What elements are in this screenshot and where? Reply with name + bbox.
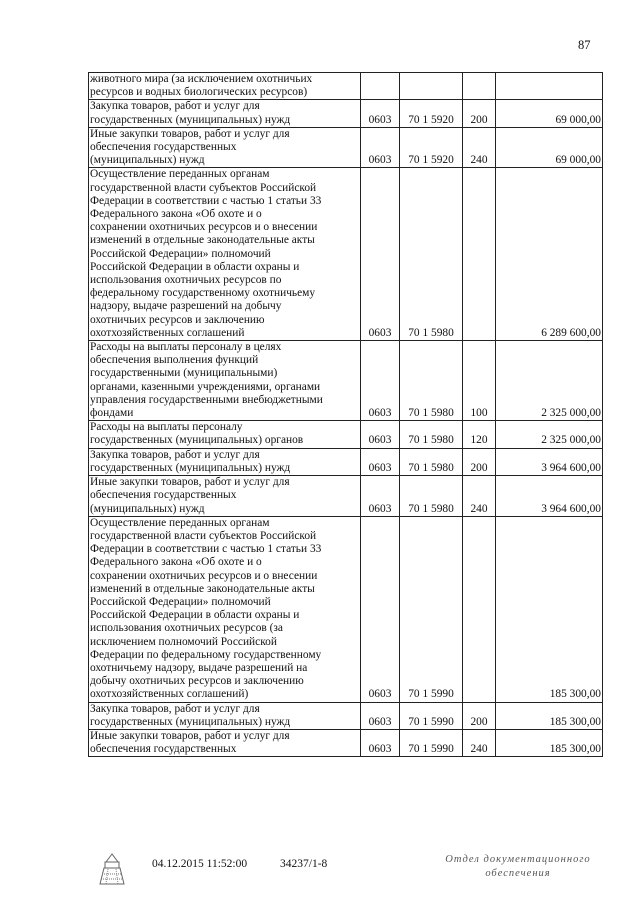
cell-type [463,73,496,100]
cell-type [463,168,496,341]
cell-type: 200 [463,448,496,475]
cell-amount: 69 000,00 [496,100,603,127]
cell-target: 70 1 5980 [400,168,463,341]
cell-target: 70 1 5990 [400,702,463,729]
cell-section: 0603 [361,341,400,421]
cell-name: Закупка товаров, работ и услуг для государственных (муниципальных) нужд [89,100,361,127]
cell-type: 120 [463,421,496,448]
cell-type: 240 [463,127,496,168]
cell-type: 200 [463,100,496,127]
cell-target [400,73,463,100]
cell-target: 70 1 5980 [400,341,463,421]
cell-target: 70 1 5920 [400,100,463,127]
cell-section: 0603 [361,421,400,448]
budget-table [88,72,603,757]
cell-amount: 3 964 600,00 [496,476,603,517]
cell-amount [496,73,603,100]
cell-section: 0603 [361,448,400,475]
cell-name: Иные закупки товаров, работ и услуг для обеспечения государственных (муниципальных) нужд [89,476,361,517]
cell-section: 0603 [361,516,400,702]
cell-target: 70 1 5980 [400,448,463,475]
cell-amount: 2 325 000,00 [496,421,603,448]
budget-table-body [89,73,603,757]
cell-amount: 185 300,00 [496,702,603,729]
table-row [89,421,603,448]
document-stamp-icon [96,852,128,886]
cell-target: 70 1 5990 [400,516,463,702]
cell-section [361,73,400,100]
cell-name: Осуществление переданных органам государственной власти субъектов Российской Федерации в соответствии с частью 1 статьи 33 Федерального закона «Об охоте и о сохранении охотничьих ресурсов и о внесении изменений в отдельные законодательные акты Российской Федерации» полномочий Российской Федерации в области охраны и использования охотничьих ресурсов по федеральному государственному охотничьему надзору, выдаче разрешений на добычу охотничьих ресурсов и заключению охотхозяйственных соглашений [89,168,361,341]
cell-name: Закупка товаров, работ и услуг для государственных (муниципальных) нужд [89,702,361,729]
cell-amount: 6 289 600,00 [496,168,603,341]
table-row [89,729,603,756]
cell-section: 0603 [361,476,400,517]
cell-target: 70 1 5980 [400,421,463,448]
table-row [89,702,603,729]
cell-section: 0603 [361,729,400,756]
cell-name: Расходы на выплаты персоналу в целях обеспечения выполнения функций государственными (муниципальными) органами, казенными учреждениями, органами управления государственными внебюджетными фондами [89,341,361,421]
footer-document-code: 34237/1-8 [280,858,328,870]
cell-amount: 185 300,00 [496,516,603,702]
cell-target: 70 1 5990 [400,729,463,756]
table-row [89,448,603,475]
cell-section: 0603 [361,127,400,168]
table-row [89,476,603,517]
cell-type: 240 [463,729,496,756]
page-number: 87 [578,38,591,52]
table-row [89,127,603,168]
cell-name: Осуществление переданных органам государственной власти субъектов Российской Федерации в соответствии с частью 1 статьи 33 Федерального закона «Об охоте и о сохранении охотничьих ресурсов и о внесении изменений в отдельные законодательные акты Российской Федерации» полномочий Российской Федерации в области охраны и использования охотничьих ресурсов (за исключением полномочий Российской Федерации по федеральному государственному охотничьему надзору, выдаче разрешений на добычу охотничьих ресурсов и заключению охотхозяйственных соглашений) [89,516,361,702]
footer-department-stamp [438,853,598,881]
cell-section: 0603 [361,100,400,127]
cell-section: 0603 [361,168,400,341]
cell-name: Закупка товаров, работ и услуг для государственных (муниципальных) нужд [89,448,361,475]
table-row [89,341,603,421]
cell-type: 200 [463,702,496,729]
cell-target: 70 1 5920 [400,127,463,168]
stamp-line-2: обеспечения [485,868,551,879]
table-row [89,168,603,341]
table-row [89,516,603,702]
cell-name: животного мира (за исключением охотничьих ресурсов и водных биологических ресурсов) [89,73,361,100]
cell-amount: 3 964 600,00 [496,448,603,475]
cell-amount: 185 300,00 [496,729,603,756]
cell-type: 240 [463,476,496,517]
cell-type: 100 [463,341,496,421]
footer-timestamp: 04.12.2015 11:52:00 [152,858,248,870]
cell-name: Расходы на выплаты персоналу государственных (муниципальных) органов [89,421,361,448]
cell-amount: 69 000,00 [496,127,603,168]
table-row [89,100,603,127]
cell-amount: 2 325 000,00 [496,341,603,421]
table-row [89,73,603,100]
cell-target: 70 1 5980 [400,476,463,517]
cell-section: 0603 [361,702,400,729]
cell-name: Иные закупки товаров, работ и услуг для обеспечения государственных [89,729,361,756]
cell-name: Иные закупки товаров, работ и услуг для обеспечения государственных (муниципальных) нужд [89,127,361,168]
cell-type [463,516,496,702]
stamp-line-1: Отдел документационного [445,854,591,865]
